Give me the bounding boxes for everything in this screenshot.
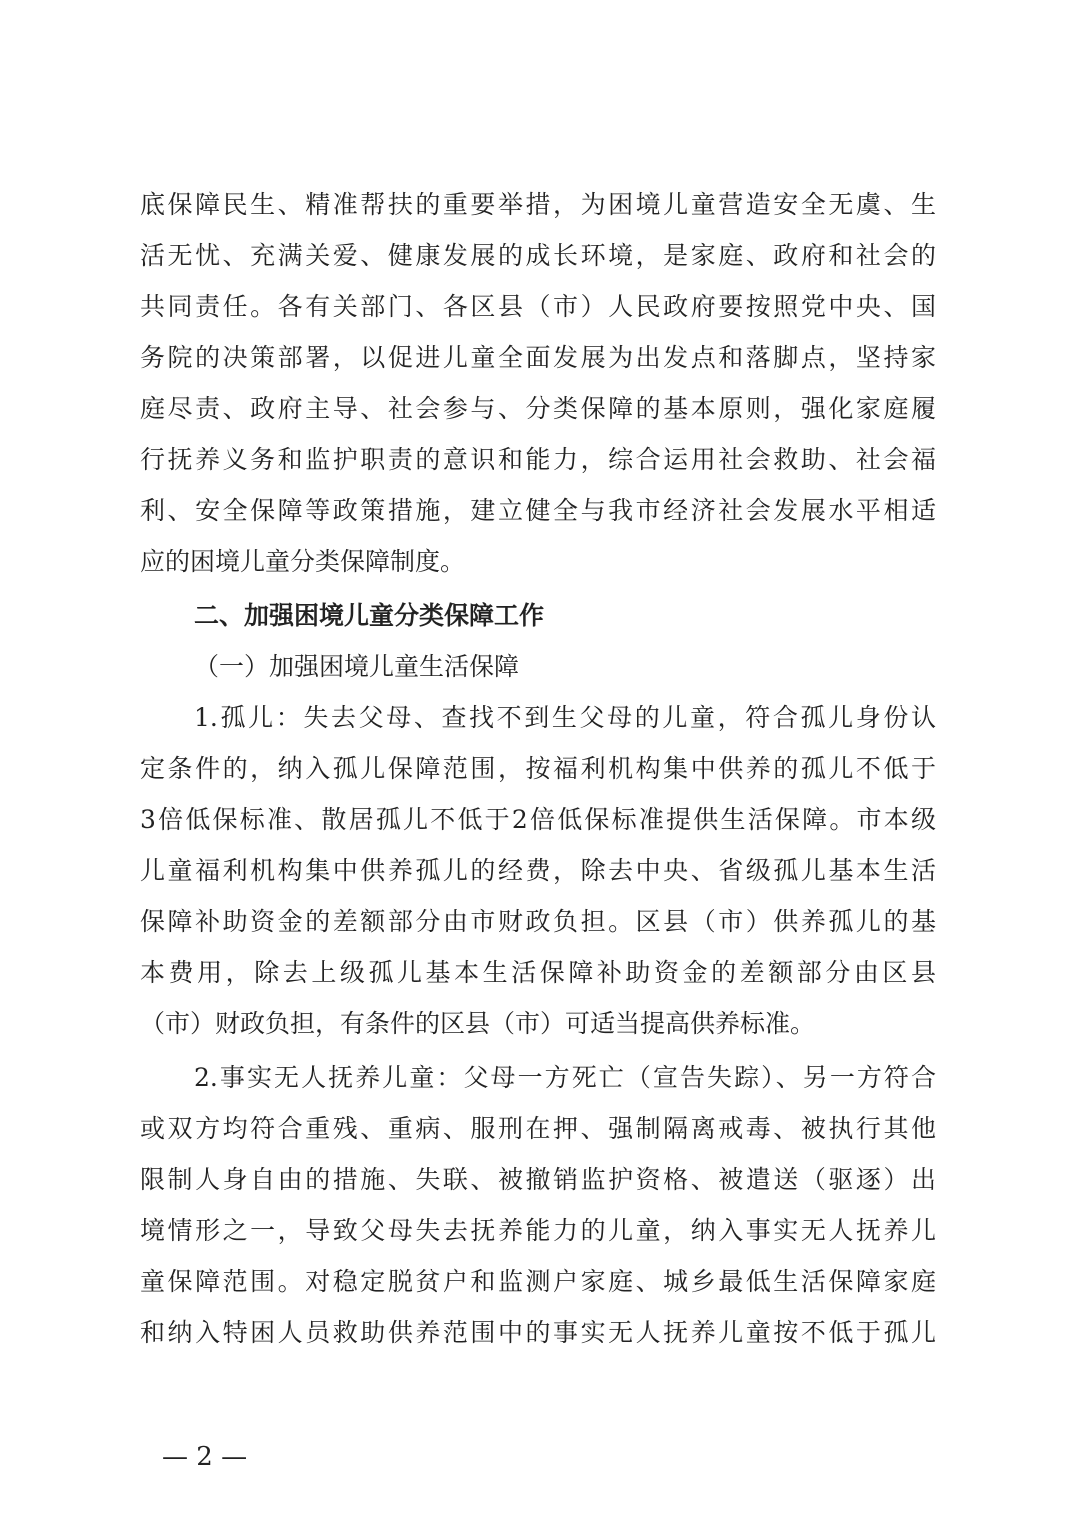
body-line: 和纳入特困人员救助供养范围中的事实无人抚养儿童按不低于孤儿	[140, 1318, 936, 1347]
body-line: 儿童福利机构集中供养孤儿的经费，除去中央、省级孤儿基本生活	[140, 856, 936, 885]
body-line: 活无忧、充满关爱、健康发展的成长环境，是家庭、政府和社会的	[140, 241, 936, 270]
body-line: 共同责任。各有关部门、各区县（市）人民政府要按照党中央、国	[140, 292, 936, 321]
body-line: 限制人身自由的措施、失联、被撤销监护资格、被遣送（驱逐）出	[140, 1165, 936, 1194]
body-line: 行抚养义务和监护职责的意识和能力，综合运用社会救助、社会福	[140, 445, 936, 474]
body-line: 1.孤儿：失去父母、查找不到生父母的儿童，符合孤儿身份认	[194, 703, 936, 732]
body-line: 2.事实无人抚养儿童：父母一方死亡（宣告失踪）、另一方符合	[194, 1063, 936, 1092]
body-line: 庭尽责、政府主导、社会参与、分类保障的基本原则，强化家庭履	[140, 394, 936, 423]
subsection-heading: （一）加强困境儿童生活保障	[194, 652, 520, 681]
body-line: 本费用，除去上级孤儿基本生活保障补助资金的差额部分由区县	[140, 958, 936, 987]
body-line: 境情形之一，导致父母失去抚养能力的儿童，纳入事实无人抚养儿	[140, 1216, 936, 1245]
body-line: 童保障范围。对稳定脱贫户和监测户家庭、城乡最低生活保障家庭	[140, 1267, 936, 1296]
page-number: — 2 —	[162, 1442, 248, 1472]
body-line: 保障补助资金的差额部分由市财政负担。区县（市）供养孤儿的基	[140, 907, 936, 936]
body-line: 利、安全保障等政策措施，建立健全与我市经济社会发展水平相适	[140, 496, 936, 525]
body-line: 定条件的，纳入孤儿保障范围，按福利机构集中供养的孤儿不低于	[140, 754, 936, 783]
body-line: （市）财政负担，有条件的区县（市）可适当提高供养标准。	[140, 1009, 816, 1038]
body-line: 务院的决策部署，以促进儿童全面发展为出发点和落脚点，坚持家	[140, 343, 936, 372]
body-line: 或双方均符合重残、重病、服刑在押、强制隔离戒毒、被执行其他	[140, 1114, 936, 1143]
body-line: 应的困境儿童分类保障制度。	[140, 547, 466, 576]
body-line: 3倍低保标准、散居孤儿不低于2倍低保标准提供生活保障。市本级	[140, 805, 936, 834]
section-heading: 二、加强困境儿童分类保障工作	[194, 601, 545, 630]
body-line: 底保障民生、精准帮扶的重要举措，为困境儿童营造安全无虞、生	[140, 190, 936, 219]
